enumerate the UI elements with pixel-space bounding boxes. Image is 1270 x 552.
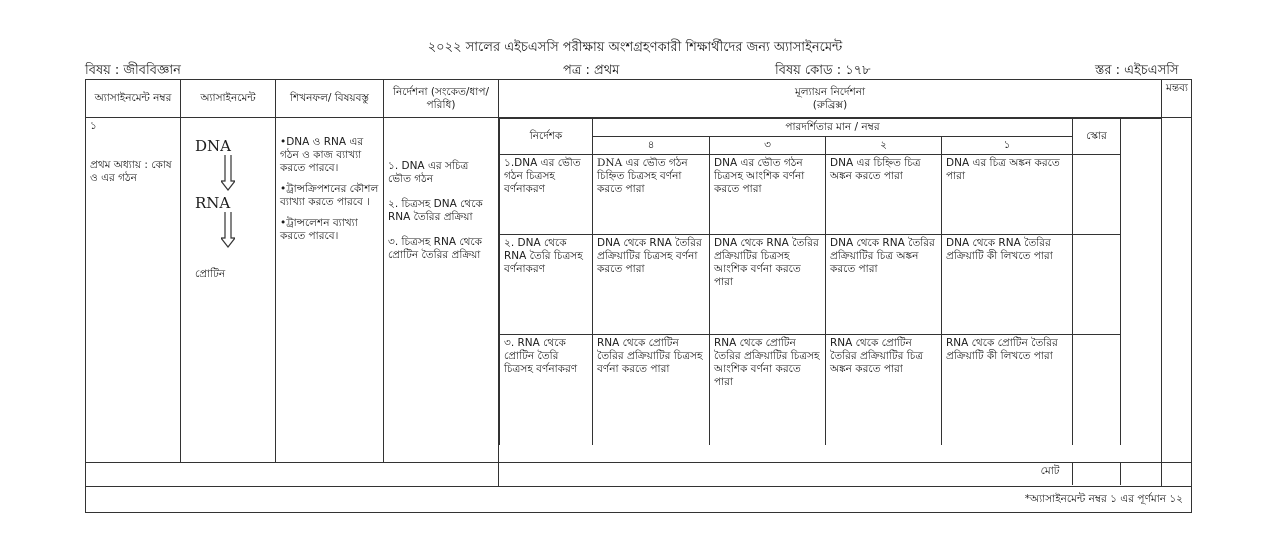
page-title: ২০২২ সালের এইচএসসি পরীক্ষায় অংশগ্রহণকারী শিক্ষার্থীদের জন্য অ্যাসাইনমেন্ট — [427, 40, 843, 55]
flow-dna: DNA — [195, 137, 231, 155]
learning-outcomes-cell — [276, 118, 384, 463]
level-label: স্তর : এইচএসসি — [1095, 63, 1179, 78]
rubric-table — [499, 118, 1162, 445]
chapter-name: প্রথম অধ্যায় : কোষ ও এর গঠন — [90, 159, 172, 184]
score-cell — [1073, 235, 1121, 335]
level-3: ৩ — [710, 137, 826, 155]
rubric-cell — [499, 118, 1162, 463]
rubric-cell-3: DNA এর ভৌত গঠন চিত্রসহ আংশিক বর্ণনা করতে পারা — [710, 155, 826, 235]
evaluation-title: মূল্যায়ন নির্দেশনা — [794, 85, 866, 98]
direction-item: ১. DNA এর সচিত্র ভৌত গঠন — [388, 160, 469, 185]
score-cell — [1073, 335, 1121, 445]
rubric-remarks-spacer — [1121, 119, 1162, 445]
assignment-number-cell — [86, 118, 181, 463]
total-label: মোট — [499, 463, 1072, 485]
learning-outcome: •DNA ও RNA এর গঠন ও কাজ ব্যাখ্যা করতে পারবে। — [280, 136, 364, 174]
indicator: ৩. RNA থেকে প্রোটিন তৈরি চিত্রসহ বর্ণনাকরণ — [500, 335, 593, 445]
directions-cell — [384, 118, 499, 463]
header-remarks: মন্তব্য — [1162, 80, 1192, 118]
level-2: ২ — [826, 137, 942, 155]
score-cell — [1073, 155, 1121, 235]
indicator-header: নির্দেশক — [500, 119, 593, 155]
header-directions: নির্দেশনা (সংকেত/ধাপ/পরিধি) — [384, 80, 499, 118]
total-score-cell — [1072, 463, 1120, 485]
header-assignment: অ্যাসাইনমেন্ট — [181, 80, 276, 118]
rubric-cell-4: DNA থেকে RNA তৈরির প্রক্রিয়াটির চিত্রসহ বর্ণনা করতে পারা — [593, 235, 710, 335]
assignment-table — [85, 79, 1192, 513]
rubric-cell-1: DNA থেকে RNA তৈরির প্রক্রিয়াটি কী লিখতে পারা — [942, 235, 1073, 335]
rubric-cell-1: DNA এর চিত্র অঙ্কন করতে পারা — [942, 155, 1073, 235]
assignment-number: ১ — [90, 120, 97, 132]
rubric-cell-1: RNA থেকে প্রোটিন তৈরির প্রক্রিয়াটি কী লিখতে পারা — [942, 335, 1073, 445]
subject-code-label: বিষয় কোড : ১৭৮ — [775, 63, 871, 78]
performance-level-header: পারদর্শিতার মান / নম্বর — [593, 119, 1073, 137]
direction-item: ২. চিত্রসহ DNA থেকে RNA তৈরির প্রক্রিয়া — [388, 198, 483, 223]
subject-label: বিষয় : জীববিজ্ঞান — [85, 63, 181, 78]
rubric-cell-4: DNA এর ভৌত গঠন চিহ্নিত চিত্রসহ বর্ণনা করতে পারা — [593, 155, 710, 235]
remarks-cell — [1162, 118, 1192, 463]
learning-outcome: •ট্রান্সক্রিপশনের কৌশল ব্যাখ্যা করতে পারবে । — [280, 183, 379, 208]
rubric-title: (রুব্রিক্স) — [812, 98, 848, 111]
footnote: *অ্যাসাইনমেন্ট নম্বর ১ এর পূর্ণমান ১২ — [86, 487, 1192, 513]
level-1: ১ — [942, 137, 1073, 155]
header-evaluation — [499, 80, 1162, 118]
flow-rna: RNA — [195, 194, 231, 212]
rubric-cell-4: RNA থেকে প্রোটিন তৈরির প্রক্রিয়াটির চিত্রসহ বর্ণনা করতে পারা — [593, 335, 710, 445]
rubric-cell-2: DNA এর চিহ্নিত চিত্র অঙ্কন করতে পারা — [826, 155, 942, 235]
indicator: ২. DNA থেকে RNA তৈরি চিত্রসহ বর্ণনাকরণ — [500, 235, 593, 335]
total-remarks-cell — [1162, 463, 1192, 487]
learning-outcome: •ট্রান্সলেশন ব্যাখ্যা করতে পারবে। — [280, 217, 358, 242]
rubric-cell-2: RNA থেকে প্রোটিন তৈরির প্রক্রিয়াটির চিত্র অঙ্কন করতে পারা — [826, 335, 942, 445]
level-4: ৪ — [593, 137, 710, 155]
header-assignment-no: অ্যাসাইনমেন্ট নম্বর — [86, 80, 181, 118]
rubric-cell-3: DNA থেকে RNA তৈরির প্রক্রিয়াটির চিত্রসহ আংশিক বর্ণনা করতে পারা — [710, 235, 826, 335]
total-row-table — [499, 463, 1162, 485]
flow-protein: প্রোটিন — [195, 268, 226, 280]
total-cell — [499, 463, 1162, 487]
assignment-flow-cell — [181, 118, 276, 463]
direction-item: ৩. চিত্রসহ RNA থেকে প্রোটিন তৈরির প্রক্রিয়া — [388, 236, 482, 261]
indicator: ১.DNA এর ভৌত গঠন চিত্রসহ বর্ণনাকরণ — [500, 155, 593, 235]
down-arrow-icon — [221, 155, 235, 191]
down-arrow-icon — [221, 212, 235, 248]
score-header: স্কোর — [1073, 119, 1121, 155]
total-spacer-right — [1120, 463, 1162, 485]
paper-label: পত্র : প্রথম — [563, 63, 620, 78]
total-spacer — [86, 463, 499, 487]
header-learning-outcome: শিখনফল/ বিষয়বস্তু — [276, 80, 384, 118]
rubric-cell-2: DNA থেকে RNA তৈরির প্রক্রিয়াটির চিত্র অঙ্কন করতে পারা — [826, 235, 942, 335]
rubric-cell-3: RNA থেকে প্রোটিন তৈরির প্রক্রিয়াটির চিত্রসহ আংশিক বর্ণনা করতে পারা — [710, 335, 826, 445]
